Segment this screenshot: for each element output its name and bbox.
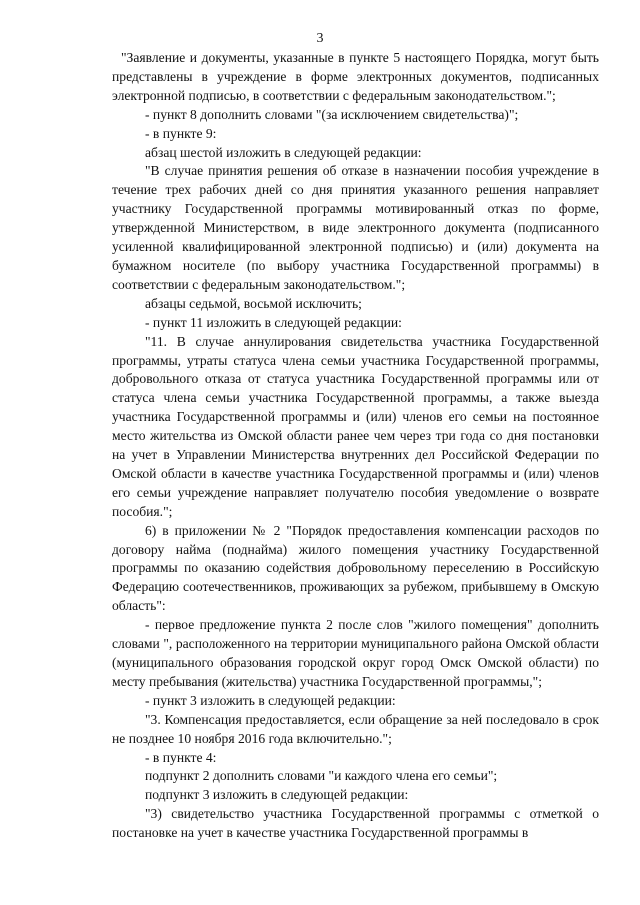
paragraph: - пункт 11 изложить в следующей редакции: — [145, 314, 402, 330]
document-body — [112, 49, 599, 843]
paragraph: "В случае принятия решения об отказе в назначении пособия учреждение в течение трех рабочих дней со дня принятия указанного решения направляет участнику Государственной программы мотивированный отказ по форме, утвержденной Министерством, в виде электронного документа (подписанного усиленной квалифицированной электронной подписью) и (или) документа на бумажном носителе (по выбору участника Государственной программы) в соответствии с федеральным законодательством."; — [112, 163, 599, 292]
paragraph: "3) свидетельство участника Государственной программы с отметкой о постановке на учет в качестве участника Государственной программы в — [112, 806, 599, 841]
paragraph: "3. Компенсация предоставляется, если обращение за ней последовало в срок не позднее 10 ноября 2016 года включительно."; — [112, 711, 599, 746]
paragraph: - пункт 3 изложить в следующей редакции: — [145, 692, 396, 708]
paragraph: - пункт 8 дополнить словами "(за исключением свидетельства)"; — [145, 106, 519, 122]
paragraph: "Заявление и документы, указанные в пункте 5 настоящего Порядка, могут быть представлены в учреждение в форме электронных документов, подписанных электронной подписью, в соответствии с федеральным законодательством."; — [112, 50, 599, 103]
paragraph: подпункт 3 изложить в следующей редакции: — [145, 787, 409, 803]
paragraph: "11. В случае аннулирования свидетельства участника Государственной программы, утраты статуса члена семьи участника Государственной программы, добровольного отказа от статуса участника Государственной программы или от статуса члена семьи участника Государственной программы, а также выезда участника Государственной программы и (или) членов его семьи на постоянное место жительства из Омской области ранее чем через три года со дня постановки на учет в Управлении Министерства внутренних дел Российской Федерации по Омской области в качестве участника Государственной программы и (или) членов его семьи учреждение направляет получателю пособия уведомление о возврате пособия."; — [112, 333, 599, 519]
paragraph: 6) в приложении № 2 "Порядок предоставления компенсации расходов по договору найма (поднайма) жилого помещения участнику Государственной программы по оказанию содействия добровольному переселению в Российскую Федерацию соотечественников, проживающих за рубежом, прибывшему в Омскую область": — [112, 522, 599, 614]
paragraph: - первое предложение пункта 2 после слов "жилого помещения" дополнить словами ", расположенного на территории муниципального района Омской области (муниципального образования городской округ город Омск Омской области) по месту пребывания (жительства) участника Государственной программы,"; — [112, 617, 599, 689]
paragraph: подпункт 2 дополнить словами "и каждого члена его семьи"; — [145, 768, 498, 784]
paragraph: - в пункте 4: — [145, 749, 217, 765]
paragraph: - в пункте 9: — [145, 125, 217, 141]
page-number: 3 — [316, 31, 324, 46]
paragraph: абзацы седьмой, восьмой исключить; — [145, 295, 362, 311]
paragraph: абзац шестой изложить в следующей редакции: — [145, 144, 422, 160]
